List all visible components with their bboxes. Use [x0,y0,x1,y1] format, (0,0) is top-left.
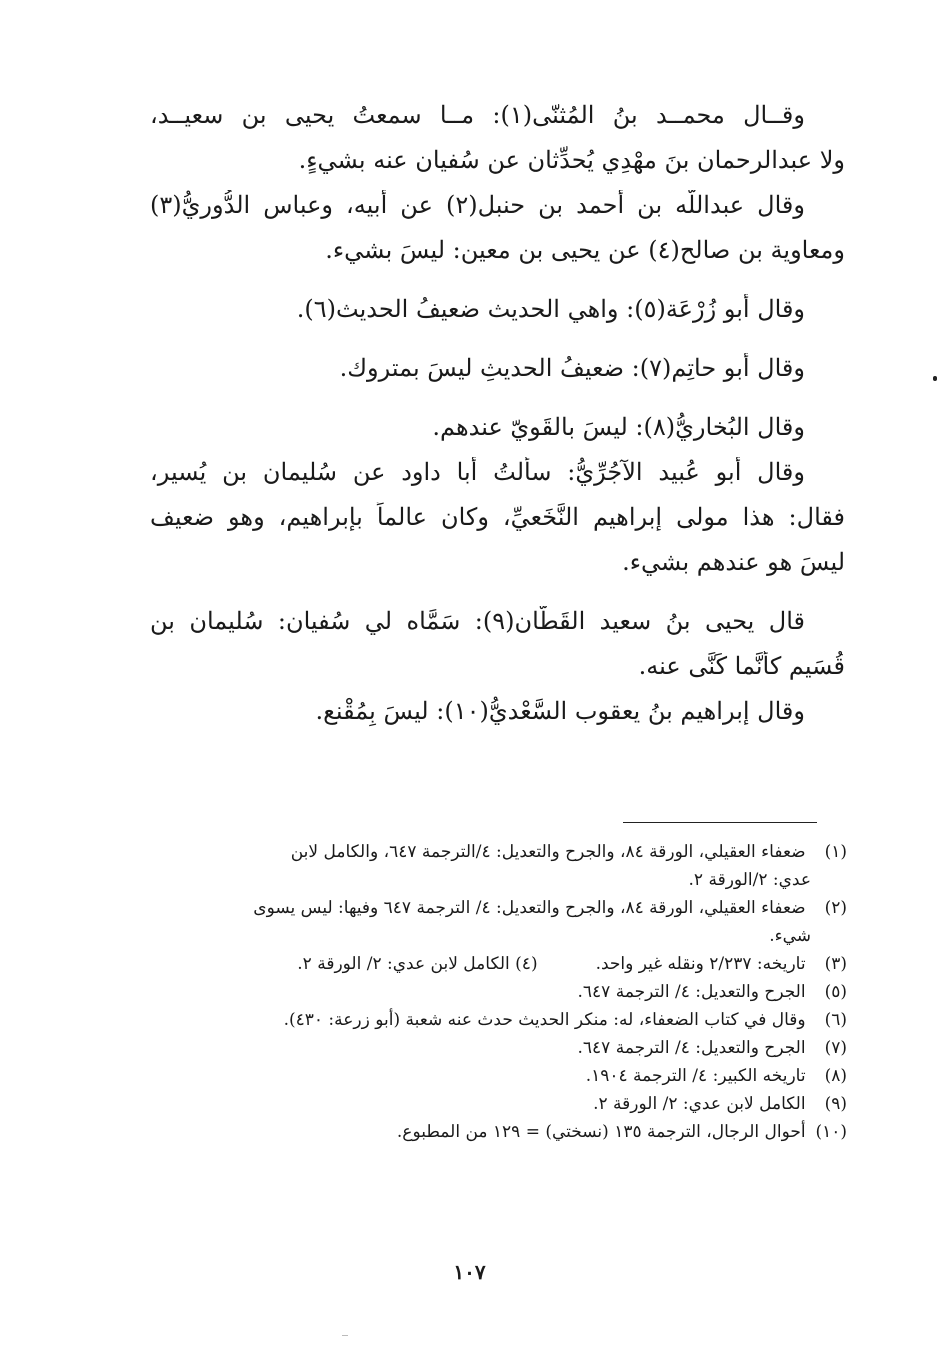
footnote-9 [156,1090,847,1118]
footnote-number: (٩) [824,1094,847,1114]
text-line: وقال عبداللَّه بن أحمد بن حنبل(٢) عن أبيه، وعباس الدُّوريُّ(٣) [150,191,805,219]
text-line: قُسَيم كأنَّما كَنَّى عنه. [638,652,845,680]
text-line: قال يحيى بنُ سعيد القَطَّان(٩): سَمَّاه لي سُفيان: سُليمان بن [150,607,805,635]
footnote-text: أحوال الرجال، الترجمة ١٣٥ (نسختي) = ١٢٩ من المطبوع. [396,1122,806,1142]
footnote-3 [596,950,847,978]
footnotes [156,838,847,1146]
footnote-row-3-4 [156,950,847,978]
text-line: وقال أبو عُبيد الآجُرِّيُّ: سألتُ أبا داود عن سُليمان بن يُسير، [150,458,805,486]
footnote-text: الجرح والتعديل: ٤/ الترجمة ٦٤٧. [577,1038,806,1058]
text-line: ومعاوية بن صالح(٤) عن يحيى بن معين: ليسَ بشيء. [325,236,845,264]
footnote-2 [156,894,847,922]
text-line: وقال البُخاريُّ(٨): ليسَ بالقَويّ عندهم. [432,413,805,441]
footnote-text: تاريخه: ٢/٢٣٧ ونقله غير واحد. [595,954,806,974]
text-line: وقــال محمــد بنُ المُثنّى(١): مــا سمعتُ يحيى بن سعيــد، [150,101,805,129]
scan-speck [342,1335,348,1336]
footnote-number: (٨) [824,1066,847,1086]
footnote-6 [156,1006,847,1034]
text-line: ليسَ هو عندهم بشيء. [622,548,845,576]
footnote-number: (٧) [824,1038,847,1058]
footnote-number: (٢) [824,898,847,918]
footnote-7 [156,1034,847,1062]
text-line: وقال أبو حاتِم(٧): ضعيفُ الحديثِ ليسَ بمتروك. [339,354,805,382]
text-line: وقال أبو زُرْعَة(٥): واهي الحديث ضعيفُ الحديث(٦). [296,295,805,323]
footnote-number: (٣) [824,954,847,974]
footnote-text: الكامل لابن عدي: ٢/ الورقة ٢. [297,954,510,974]
text-line: فقال: هذا مولى إبراهيم النَّخَعيِّ، وكان عالماً بإبراهيم، وهو ضعيف [150,503,845,531]
footnote-4 [297,950,537,978]
footnote-1 [156,838,847,866]
footnote-text: ضعفاء العقيلي، الورقة ٨٤، والجرح والتعديل: ٤/الترجمة ٦٤٧، والكامل لابن [290,842,806,862]
page-number: ١٠٧ [453,1260,486,1284]
footnote-text: الكامل لابن عدي: ٢/ الورقة ٢. [593,1094,806,1114]
footnote-8 [156,1062,847,1090]
main-text [150,100,845,741]
footnote-text: تاريخه الكبير: ٤/ الترجمة ١٩٠٤. [585,1066,806,1086]
footnote-number: (١٠) [815,1122,847,1142]
footnote-text: ضعفاء العقيلي، الورقة ٨٤، والجرح والتعديل: ٤/ الترجمة ٦٤٧ وفيها: ليس يسوى [253,898,806,918]
footnote-separator [623,822,817,823]
footnote-text: وقال في كتاب الضعفاء، له: منكر الحديث حدث عنه شعبة (أبو زرعة: ٤٣٠). [283,1010,806,1030]
footnote-10 [156,1118,847,1146]
footnote-number: (٤) [515,954,538,974]
text-line: وقال إبراهيم بنُ يعقوب السَّعْديُّ(١٠): ليسَ بِمُقْنع. [315,697,805,725]
footnote-1-continued: عدي: ٢/الورقة ٢. [688,870,811,890]
footnote-2-continued: شيء. [769,926,811,946]
footnote-text: الجرح والتعديل: ٤/ الترجمة ٦٤٧. [577,982,806,1002]
footnote-5 [156,978,847,1006]
footnote-number: (٥) [824,982,847,1002]
margin-mark [933,376,937,381]
footnote-number: (٦) [824,1010,847,1030]
footnote-number: (١) [824,842,847,862]
text-line: ولا عبدالرحمان بنَ مهْدِي يُحدِّثان عن سُفيان عنه بشيءٍ. [298,146,845,174]
